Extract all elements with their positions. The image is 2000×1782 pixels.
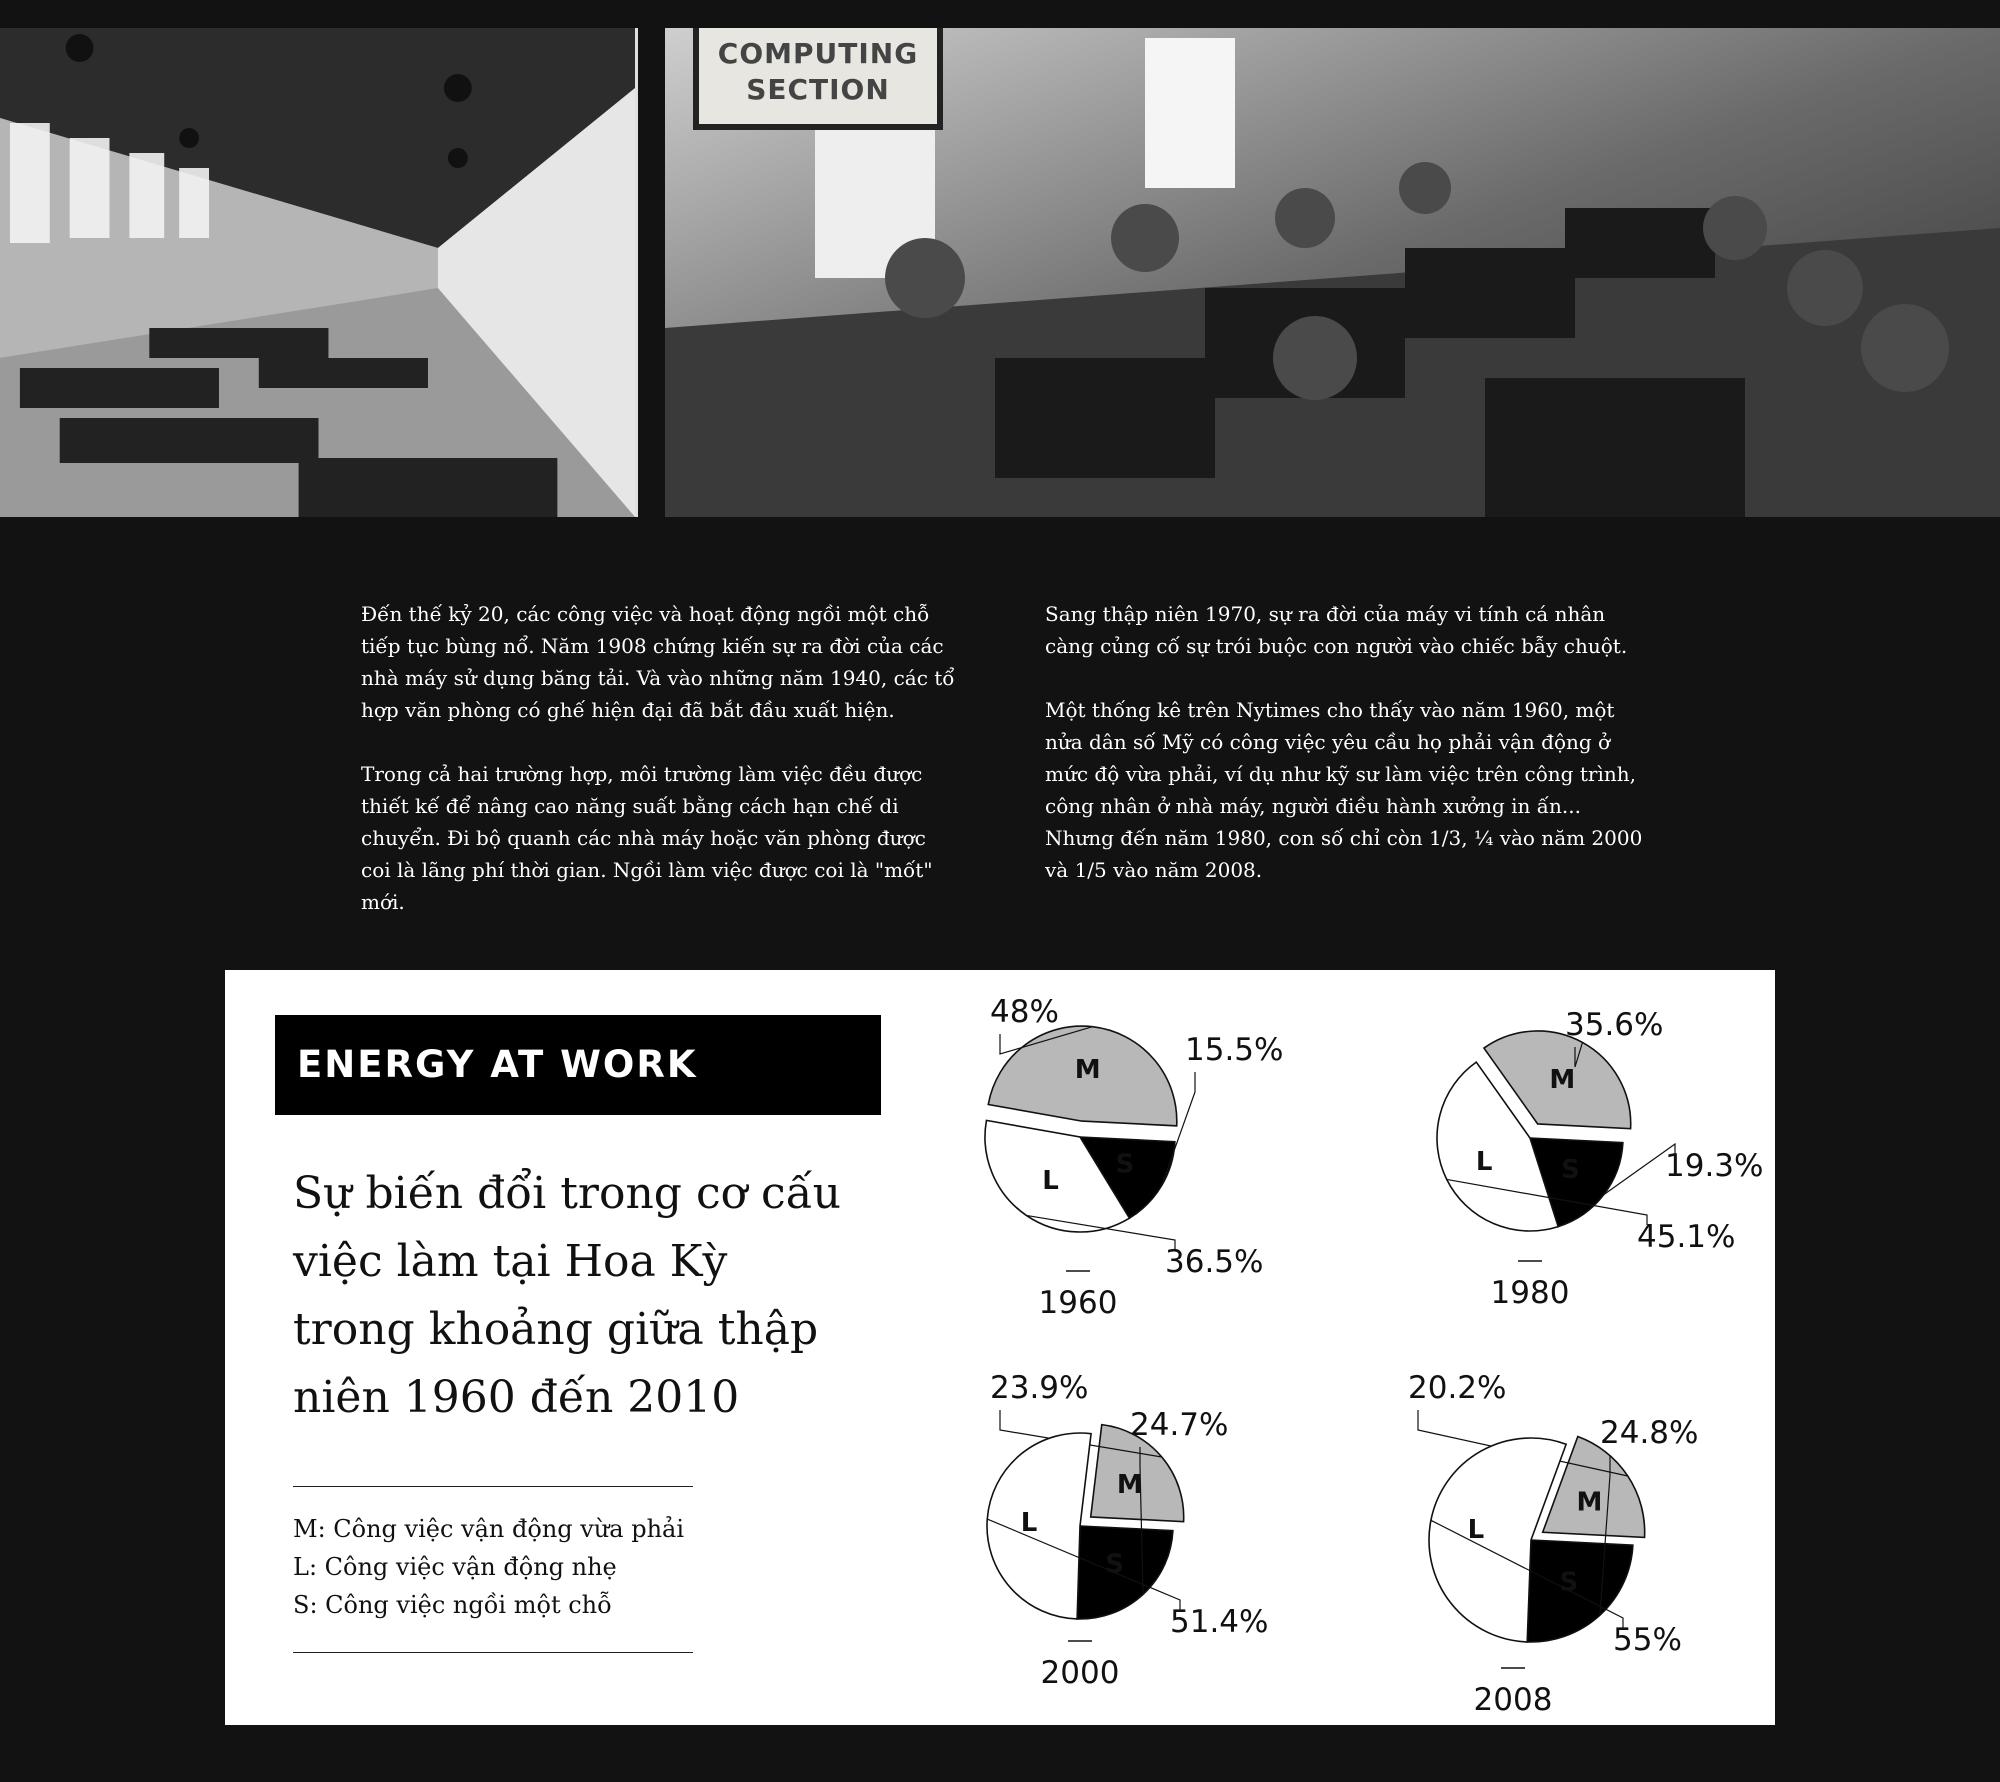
pie-slice-s [1077,1526,1173,1619]
infographic-banner: ENERGY AT WORK [275,1015,881,1115]
article-column-right [1045,598,1645,918]
slice-code-label: M [1116,1469,1143,1500]
slice-code-label: S [1105,1549,1125,1580]
slice-code-label: M [1549,1065,1576,1096]
article-paragraph: Đến thế kỷ 20, các công việc và hoạt động ngồi một chỗ tiếp tục bùng nổ. Năm 1908 chứng kiến sự ra đời của các nhà máy sử dụng băng tải. Và vào những năm 1940, các tổ hợp văn phòng có ghế hiện đại đã bắt đầu xuất hiện. [361,602,955,722]
slice-code-label: L [1475,1146,1493,1177]
office-hall-photo [0,28,638,517]
slice-code-label: L [1042,1166,1059,1197]
article-paragraph: Trong cả hai trường hợp, môi trường làm việc đều được thiết kế để nâng cao năng suất bằng cách hạn chế di chuyển. Đi bộ quanh các nhà máy hoặc văn phòng được coi là lãng phí thời gian. Ngồi làm việc được coi là "mốt" mới. [361,762,933,914]
slice-value-label: 19.3% [1665,1148,1764,1184]
pie-charts [225,970,1775,1725]
slice-code-label: M [1074,1055,1101,1086]
legend-item-l: L: Công việc vận động nhẹ [293,1553,617,1581]
pie-chart-1960 [985,994,1283,1321]
computing-section-photo [665,28,2000,517]
slice-value-label: 23.9% [990,1370,1089,1406]
slice-value-label: 48% [990,994,1059,1030]
sign-line-1: COMPUTING [717,37,919,70]
legend-item-s: S: Công việc ngồi một chỗ [293,1591,612,1619]
slice-value-label: 24.7% [1130,1407,1229,1443]
pie-chart-1980 [1437,1007,1763,1311]
slice-value-label: 36.5% [1165,1244,1264,1280]
slice-code-label: S [1559,1567,1579,1598]
article-paragraph: Sang thập niên 1970, sự ra đời của máy vi tính cá nhân càng củng cố sự trói buộc con người vào chiếc bẫy chuột. [1045,602,1628,658]
year-label: 2008 [1473,1682,1553,1718]
year-label: 1960 [1038,1285,1118,1321]
slice-value-label: 24.8% [1600,1415,1699,1451]
slice-code-label: M [1576,1487,1603,1518]
slice-code-label: L [1020,1508,1038,1539]
slice-code-label: S [1115,1149,1135,1180]
slice-code-label: L [1467,1515,1485,1546]
infographic-heading: Sự biến đổi trong cơ cấu việc làm tại Hoa Kỳ trong khoảng giữa thập niên 1960 đến 2010 [293,1168,842,1423]
slice-value-label: 51.4% [1170,1604,1269,1640]
legend-item-m: M: Công việc vận động vừa phải [293,1515,685,1543]
pie-chart-2000 [987,1370,1268,1691]
slice-value-label: 45.1% [1637,1219,1736,1255]
slice-value-label: 55% [1613,1622,1682,1658]
computing-section-sign [693,28,943,130]
year-label: 2000 [1040,1655,1120,1691]
slice-value-label: 15.5% [1185,1032,1284,1068]
article-paragraph: Một thống kê trên Nytimes cho thấy vào năm 1960, một nửa dân số Mỹ có công việc yêu cầu họ phải vận động ở mức độ vừa phải, ví dụ như kỹ sư làm việc trên công trình, công nhân ở nhà máy, người điều hành xưởng in ấn... Nhưng đến năm 1980, con số chỉ còn 1/3, ¼ vào năm 2000 và 1/5 vào năm 2008. [1045,698,1643,882]
sign-line-2: SECTION [746,73,890,106]
slice-value-label: 35.6% [1565,1007,1664,1043]
slice-value-label: 20.2% [1408,1370,1507,1406]
energy-at-work-infographic [225,970,1775,1725]
pie-chart-2008 [1408,1370,1698,1718]
article-column-left [361,598,961,950]
slice-code-label: S [1561,1155,1580,1186]
year-label: 1980 [1490,1275,1570,1311]
